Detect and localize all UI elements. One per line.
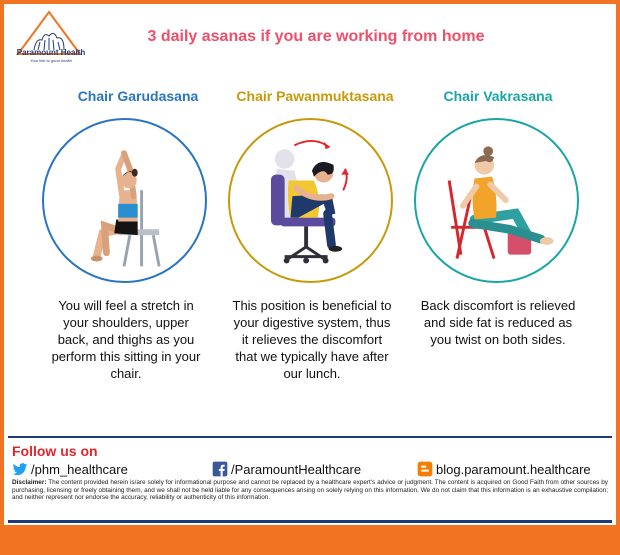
footer-bar [0,525,620,555]
footer-divider [8,520,612,523]
blog-link[interactable] [417,461,591,477]
section-divider [8,436,612,438]
brand-tagline: Your link to good health [30,58,72,63]
pose-circle-vakrasana [414,118,579,283]
pose-circle-pawanmuktasana [228,118,393,283]
disclaimer-text: The content provided herein is/are solely for informational purpose and cannot be replaced by a healthcare expert's advice or judgment. The content is acquired on Good Faith from other sources by purchasing, licensing or freely obtaining them, and we shall not be held liable for any consequences arising on solely relying on this information. We do not claim that this information is an exhaustive compilation; and neither represent nor endorse the accuracy, reliability or authenticity of this information. [12,479,608,502]
twitter-icon [12,461,28,477]
pose-title-vakrasana: Chair Vakrasana [443,88,553,104]
woman-knee-hug-office-chair-illustration [230,120,391,281]
twitter-handle: /phm_healthcare [31,461,128,477]
pose-circle-garudasana [42,118,207,283]
blog-url: blog.paramount.healthcare [436,461,591,477]
pose-description-vakrasana: Back discomfort is relieved and side fat is reduced as you twist on both sides. [420,298,576,347]
facebook-icon [212,461,228,477]
woman-eagle-pose-chair-illustration [44,120,205,281]
pose-title-pawanmuktasana: Chair Pawanmuktasana [236,88,394,104]
twitter-link[interactable] [12,461,128,477]
pose-description-garudasana: You will feel a stretch in your shoulders, upper back, and thighs as you perform this sitting in your chair. [51,298,201,381]
facebook-link[interactable] [212,461,361,477]
brand-name: Paramount Health [16,48,86,57]
blogger-icon [417,461,433,477]
facebook-handle: /ParamountHealthcare [231,461,362,477]
pose-description-pawanmuktasana: This position is beneficial to your digestive system, thus it relieves the discomfort that we typically have after our lunch. [232,298,392,381]
disclaimer [12,479,608,502]
woman-seated-twist-chair-illustration [416,120,577,281]
page-title: 3 daily asanas if you are working from home [147,28,485,45]
disclaimer-label: Disclaimer: [12,479,47,486]
follow-us-label: Follow us on [12,443,98,459]
pose-title-garudasana: Chair Garudasana [77,88,199,104]
